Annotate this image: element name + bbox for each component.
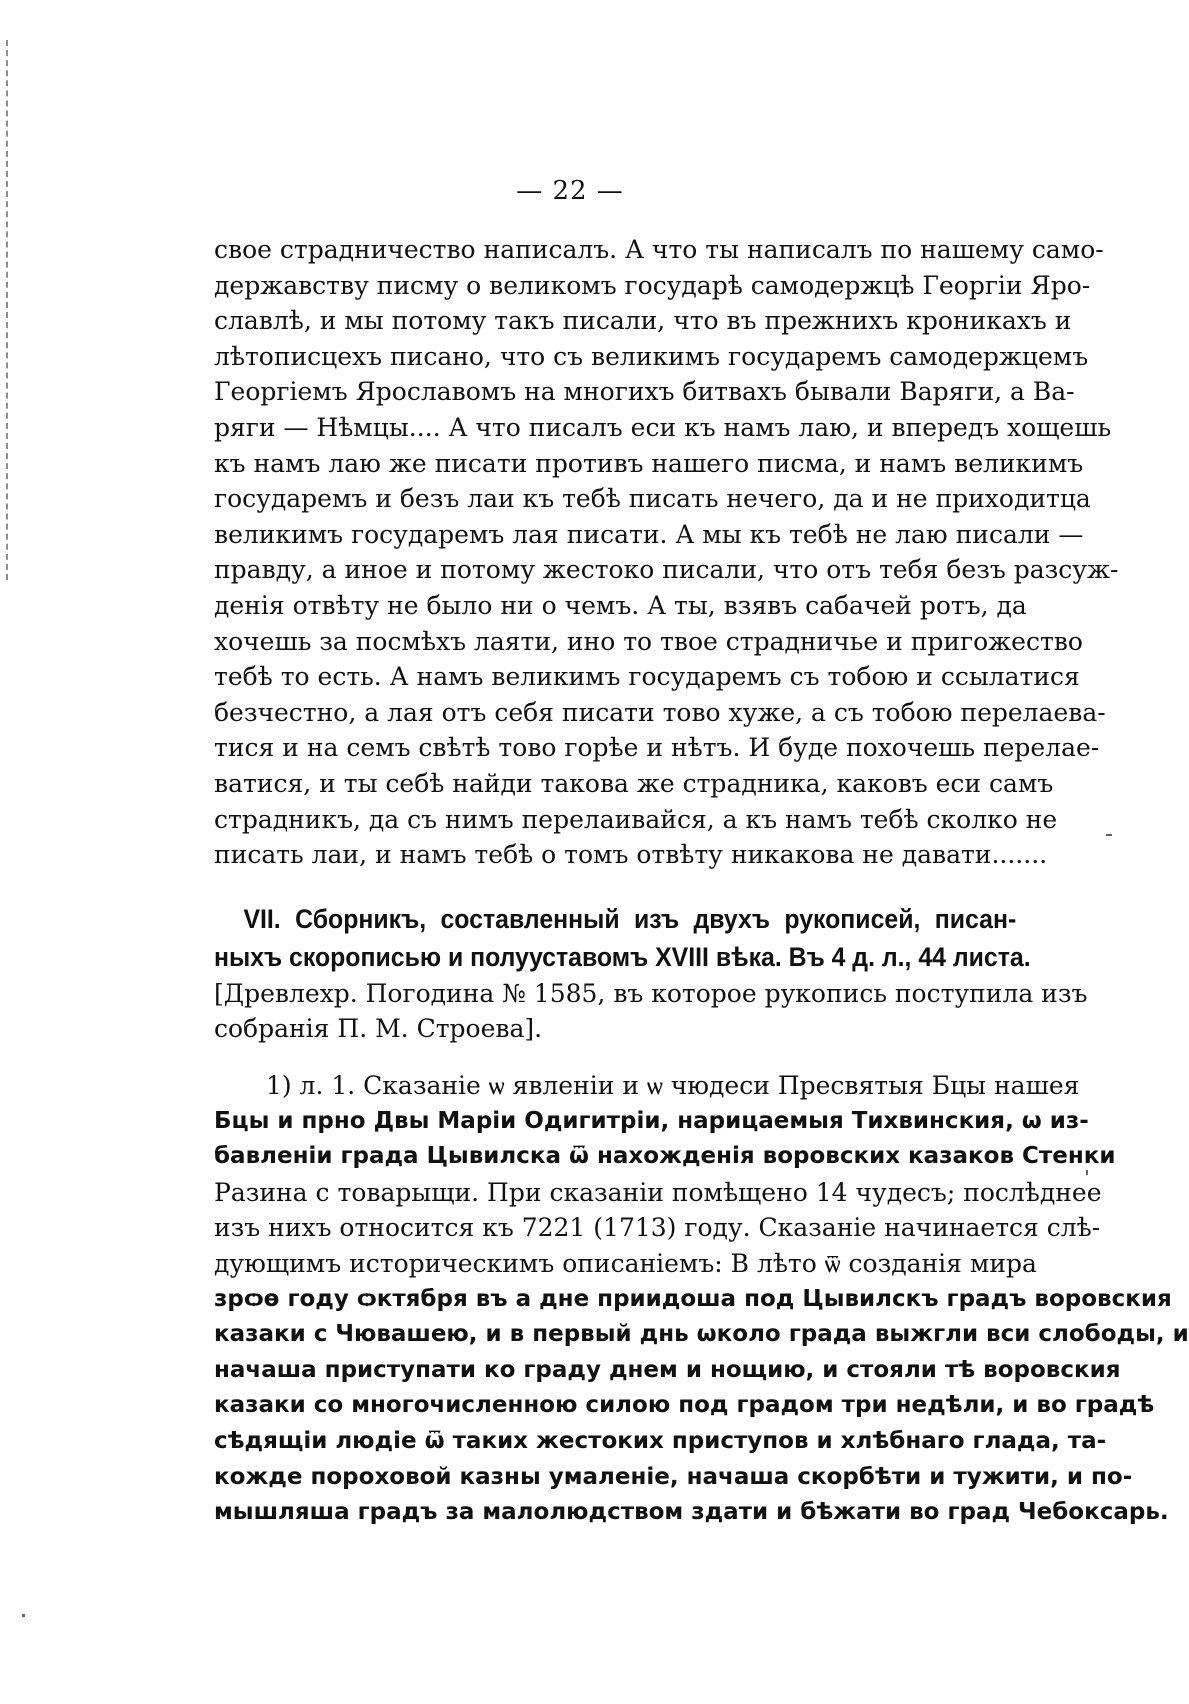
text-line: денія отвѣту не было ни о чемъ. А ты, взявъ сабачей ротъ, да [214, 590, 1027, 620]
section-heading-block [214, 900, 1088, 1046]
text-line: ватися, и ты себѣ найди такова же страдника, каковъ еси самъ [214, 768, 1054, 798]
text-line: ряги — Нѣмцы.... А что писалъ еси къ намъ лаю, и впередъ хощешь [214, 412, 1112, 442]
text-line: страдникъ, да съ нимъ перелаивайся, а къ намъ тебѣ сколко не [214, 804, 1058, 834]
text-line: Бцы и прно Двы Маріи Одигитріи, нарицаемыя Тихвинския, ѡ из- [214, 1107, 1089, 1134]
text-line: изъ нихъ относится къ 7221 (1713) году. Сказаніе начинается слѣ- [214, 1213, 1101, 1243]
text-line: безчестно, а лая отъ себя писати тово хуже, а съ тобою перелаева- [214, 697, 1106, 727]
text-line: сѣдящіи людіе ѿ таких жестоких приступов и хлѣбнаго глада, та- [214, 1427, 1107, 1454]
text-line: свое страдничество написалъ. А что ты написалъ по нашему само- [214, 235, 1104, 264]
text-line: лѣтописцехъ писано, что съ великимъ государемъ самодержцемъ [214, 341, 1089, 371]
letter-text-block [214, 232, 1119, 873]
scan-speck [1106, 834, 1112, 836]
text-line: кожде пороховой казны умаленіе, начаша скорбѣти и тужити, и по- [214, 1463, 1133, 1490]
section-reference-line: [Древлехр. Погодина № 1585, въ которое рукопись поступила изъ [214, 979, 1088, 1008]
scan-speck [22, 1614, 25, 1617]
section-heading-line: ныхъ скорописью и полууставомъ XVIII вѣка. Въ 4 д. л., 44 листа. [214, 942, 1031, 972]
text-line: тебѣ то есть. А намъ великимъ государемъ съ тобою и ссылатися [214, 662, 1080, 692]
text-line: хочешь за посмѣхъ лаяти, ино то твое страдничье и пригожество [214, 626, 1083, 656]
text-line: писать лаи, и намъ тебѣ о томъ отвѣту никакова не давати....... [214, 840, 1048, 870]
text-line: казаки с Чювашею, и в первый днь ѡколо града выжгли вси слободы, и [214, 1321, 1189, 1348]
text-line: тися и на семъ свѣтѣ тово горѣе и нѣтъ. И буде похочешь перелае- [214, 733, 1100, 763]
text-line: бавленіи града Цывилска ѿ нахожденія воровских казаков Стенки [214, 1143, 1116, 1170]
text-line: Разина с товарыщи. При сказаніи помѣщено 14 чудесъ; послѣднее [214, 1177, 1102, 1207]
text-line: дующимъ историческимъ описаніемъ: В лѣто ѿ созданія мира [214, 1248, 1037, 1278]
text-line: къ намъ лаю же писати противъ нашего писма, и намъ великимъ [214, 448, 1084, 478]
text-line: казаки со многочисленною силою под градом три недѣли, и во градѣ [214, 1392, 1155, 1419]
text-line: мышляша градъ за малолюдством здати и бѣжати во град Чебоксарь. [214, 1499, 1169, 1526]
text-line: славлѣ, и мы потому такъ писали, что въ прежнихъ кроникахъ и [214, 306, 1072, 336]
text-line: великимъ государемъ лая писати. А мы къ тебѣ не лаю писали — [214, 519, 1084, 549]
text-line: зрѻѳ году ѻктября въ а дне приидоша под Цывилскъ градъ воровския [214, 1285, 1172, 1312]
text-line: Георгіемъ Ярославомъ на многихъ битвахъ бывали Варяги, а Ва- [214, 377, 1075, 407]
entry-text-block [214, 1068, 1189, 1531]
text-line: начаша приступати ко граду днем и нощию, и стояли тѣ воровския [214, 1356, 1121, 1383]
text-line: государемъ и безъ лаи къ тебѣ писать нечего, да и не приходитца [214, 484, 1091, 514]
text-line: державству писму о великомъ государѣ самодержцѣ Георгіи Яро- [214, 270, 1091, 300]
scan-speck [1086, 1170, 1088, 1175]
section-reference-line: собранія П. М. Строева]. [214, 1014, 543, 1043]
text-line: правду, а иное и потому жестоко писали, что отъ тебя безъ разсуж- [214, 555, 1119, 585]
text-line: 1) л. 1. Сказаніе ѡ явленіи и ѡ чюдеси Пресвятыя Бцы нашея [266, 1071, 1080, 1100]
page-number: — 22 — [516, 176, 624, 206]
scan-edge-artifact [6, 40, 12, 580]
section-heading-line: VII. Сборникъ, составленный изъ двухъ рукописей, писан- [243, 904, 1017, 934]
